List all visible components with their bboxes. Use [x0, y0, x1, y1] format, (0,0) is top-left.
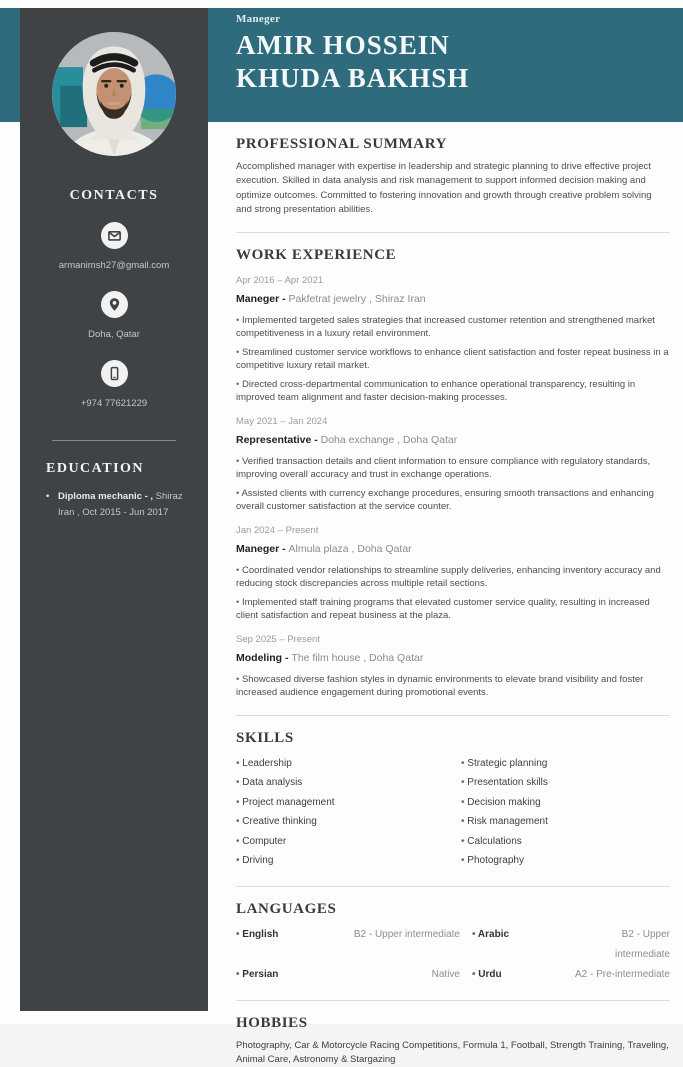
skill-item: • Presentation skills — [461, 773, 670, 793]
job-role: Maneger - — [236, 542, 289, 555]
language-name: • Arabic — [472, 925, 558, 965]
language-level: A2 - Pre-intermediate — [574, 968, 670, 980]
language-name: • Persian — [236, 965, 332, 985]
sidebar-divider — [52, 440, 176, 441]
job-bullet: • Showcased diverse fashion styles in dynamic environments to elevate brand visibility and foster increased audience engagement during promotional events. — [236, 673, 670, 700]
main-content — [236, 136, 670, 1067]
job-company: Pakfetrat jewelry , Shiraz Iran — [288, 293, 426, 305]
job-bullet: • Directed cross-departmental communication to enhance operational transparency, resulting in improved team alignment and faster decision-making processes. — [236, 378, 670, 405]
job-bullet: • Implemented targeted sales strategies that increased customer retention and strengthened market competitiveness in a luxury retail environment. — [236, 314, 670, 341]
job-entry — [236, 634, 670, 700]
person-name-line1: AMIR HOSSEIN — [236, 30, 450, 60]
skills-column-left — [236, 754, 445, 871]
email-value[interactable]: armanimsh27@gmail.com — [58, 260, 170, 271]
job-entry — [236, 416, 670, 514]
languages-grid — [236, 925, 670, 985]
contacts-title: CONTACTS — [69, 188, 159, 203]
skill-item: • Photography — [461, 851, 670, 871]
contact-location — [20, 291, 208, 342]
hobbies-text: Photography, Car & Motorcycle Racing Competitions, Formula 1, Football, Strength Training, Traveling, Animal Care, Astronomy & Stargazing — [236, 1039, 669, 1065]
experience-section-title: WORK EXPERIENCE — [236, 247, 397, 263]
header-block — [236, 13, 469, 95]
skill-item: • Decision making — [461, 793, 670, 813]
job-dates: Sep 2025 – Present — [236, 633, 320, 645]
job-bullet: • Assisted clients with currency exchange procedures, ensuring smooth transactions and enhancing overall customer satisfaction at the service counter. — [236, 487, 670, 514]
job-bullet: • Verified transaction details and client information to ensure compliance with regulatory standards, improving overall accuracy and trust in exchange operations. — [236, 455, 670, 482]
job-role: Representative - — [236, 433, 321, 446]
job-bullet: • Streamlined customer service workflows to enhance client satisfaction and foster repeat business in a competitive luxury retail market. — [236, 346, 670, 373]
skills-column-right — [461, 754, 670, 871]
language-name: • English — [236, 925, 332, 965]
location-icon — [101, 291, 128, 318]
skill-item: • Driving — [236, 851, 445, 871]
language-level: B2 - Upper intermediate — [614, 928, 670, 960]
skills-section-title: SKILLS — [236, 729, 294, 746]
skill-item: • Leadership — [236, 754, 445, 774]
skill-item: • Project management — [236, 793, 445, 813]
skill-item: • Calculations — [461, 832, 670, 852]
person-name-line2: KHUDA BAKHSH — [236, 63, 470, 94]
person-name — [236, 29, 469, 95]
summary-section-title: PROFESSIONAL SUMMARY — [236, 136, 448, 152]
job-company: The film house , Doha Qatar — [291, 651, 424, 664]
job-entry — [236, 525, 670, 623]
job-dates: May 2021 – Jan 2024 — [236, 415, 328, 427]
job-dates: Apr 2016 – Apr 2021 — [236, 275, 324, 286]
skill-item: • Computer — [236, 832, 445, 852]
contact-email — [20, 222, 208, 273]
contact-phone — [20, 360, 208, 411]
job-dates: Jan 2024 – Present — [236, 524, 319, 536]
language-name: • Urdu — [472, 965, 558, 985]
skill-item: • Risk management — [461, 812, 670, 832]
education-entry — [46, 489, 192, 522]
education-title: EDUCATION — [46, 460, 145, 476]
skill-item: • Creative thinking — [236, 812, 445, 832]
job-title-line — [236, 434, 670, 446]
job-entry — [236, 275, 670, 405]
job-role: Maneger - — [236, 293, 289, 305]
summary-text: Accomplished manager with expertise in leadership and strategic planning to drive effective project execution. Skilled in data analysis and risk management to support informed decision making and optimize outcomes. Committed to fostering innovation and growth through creative problem solving and strong presentation abilities. — [236, 161, 652, 215]
hobbies-section-title: HOBBIES — [236, 1014, 308, 1031]
job-title-line — [236, 652, 670, 664]
languages-section-title: LANGUAGES — [236, 900, 337, 917]
phone-icon — [101, 360, 128, 387]
location-value: Doha, Qatar — [88, 329, 140, 341]
section-divider — [236, 1000, 670, 1001]
job-company: Doha exchange , Doha Qatar — [320, 433, 458, 446]
skill-item: • Data analysis — [236, 773, 445, 793]
skills-grid — [236, 754, 670, 871]
education-degree: Diploma mechanic - , — [58, 490, 154, 502]
job-bullet: • Implemented staff training programs that elevated customer service quality, resulting in increased client satisfaction and repeat business at the plaza. — [236, 596, 670, 623]
profile-photo-illustration — [52, 32, 176, 156]
email-icon — [101, 222, 128, 249]
phone-value[interactable]: +974 77621229 — [80, 398, 148, 410]
job-role: Modeling - — [236, 651, 292, 664]
profile-photo — [52, 32, 176, 156]
section-divider — [236, 886, 670, 887]
language-level: Native — [431, 968, 460, 980]
bullet-marker: • — [46, 490, 50, 502]
job-title-line — [236, 293, 670, 305]
section-divider — [236, 715, 670, 716]
sidebar — [20, 8, 208, 1011]
job-bullet: • Coordinated vendor relationships to streamline supply deliveries, enhancing inventory accuracy and reducing stock discrepancies across multiple retail sections. — [236, 564, 670, 591]
header-role: Maneger — [236, 13, 281, 25]
section-divider — [236, 232, 670, 233]
language-level: B2 - Upper intermediate — [353, 928, 460, 940]
job-title-line — [236, 543, 670, 555]
skill-item: • Strategic planning — [461, 754, 670, 774]
job-company: Almula plaza , Doha Qatar — [288, 542, 412, 555]
education-details: Shiraz Iran , Oct 2015 - Jun 2017 — [58, 490, 183, 519]
